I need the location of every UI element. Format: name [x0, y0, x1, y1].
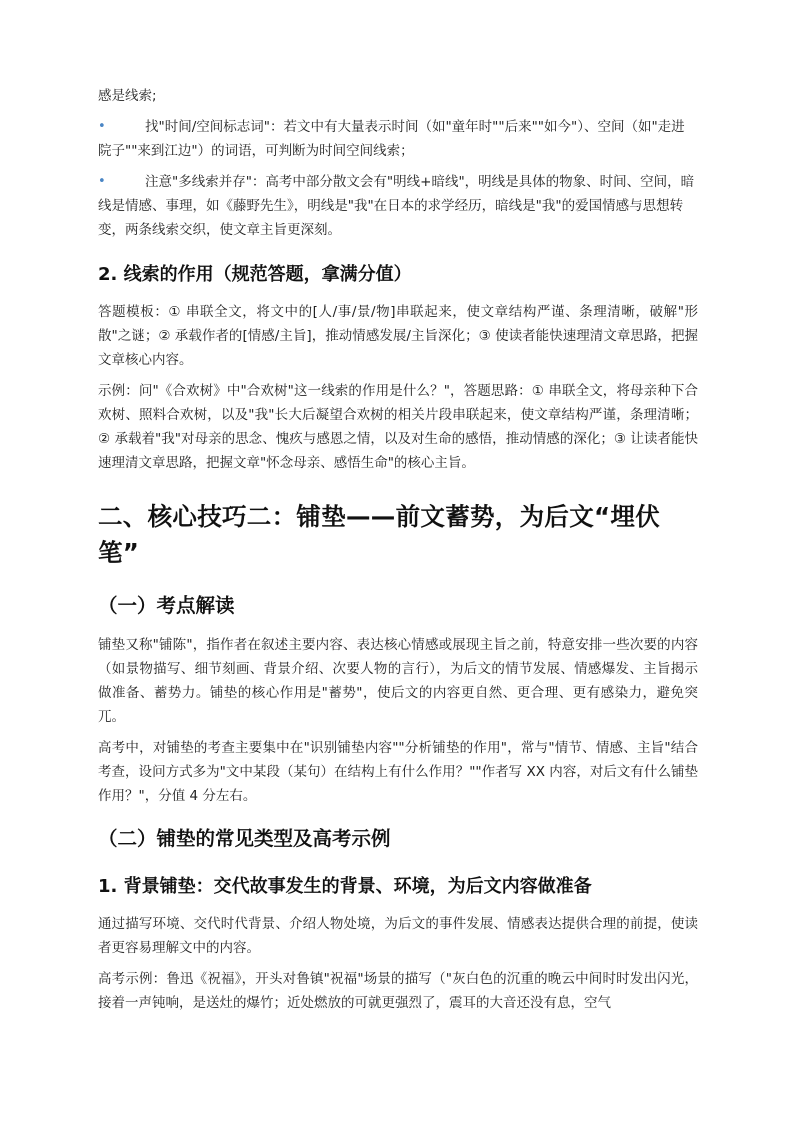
bullet-icon: • — [98, 119, 106, 134]
paragraph: 高考中，对铺垫的考查主要集中在"识别铺垫内容""分析铺垫的作用"，常与"情节、情感、主旨"结合考查，设问方式多为"文中某段（某句）在结构上有什么作用？""作者写 XX 内容，对后文有什么铺垫作用？"，分值 4 分左右。 — [98, 740, 698, 804]
paragraph: 高考示例：鲁迅《祝福》，开头对鲁镇"祝福"场景的描写（"灰白色的沉重的晚云中间时时发出闪光，接着一声钝响，是送灶的爆竹；近处燃放的可就更强烈了，震耳的大音还没有息，空气 — [98, 971, 698, 1011]
paragraph: 铺垫又称"铺陈"，指作者在叙述主要内容、表达核心情感或展现主旨之前，特意安排一些次要的内容（如景物描写、细节刻画、背景介绍、次要人物的言行），为后文的情节发展、情感爆发、主旨揭示做准备、蓄势力。铺垫的核心作用是"蓄势"，使后文的内容更自然、更合理、更有感染力，避免突兀。 — [98, 637, 698, 725]
chapter-heading: 二、核心技巧二：铺垫——前文蓄势，为后文“埋伏笔” — [98, 502, 660, 567]
paragraph: 感是线索; — [98, 88, 157, 104]
paragraph: 答题模板：① 串联全文，将文中的[人/事/景/物]串联起来，使文章结构严谨、条理清晰，破解"形散"之谜；② 承载作者的[情感/主旨]，推动情感发展/主旨深化；③ 使读者能快速理清文章思路，把握文章核心内容。 — [98, 304, 698, 368]
section-heading: 1. 背景铺垫：交代故事发生的背景、环境，为后文内容做准备 — [98, 876, 592, 897]
list-item-text: 找"时间/空间标志词"：若文中有大量表示时间（如"童年时""后来""如今"）、空间（如"走进院子""来到江边"）的词语，可判断为时间空间线索； — [98, 119, 685, 159]
bullet-icon: • — [98, 174, 106, 189]
list-item-text: 注意"多线索并存"：高考中部分散文会有"明线+暗线"，明线是具体的物象、时间、空间，暗线是情感、事理，如《藤野先生》，明线是"我"在日本的求学经历，暗线是"我"的爱国情感与思想转变，两条线索交织，使文章主旨更深刻。 — [98, 174, 695, 238]
paragraph: 示例：问"《合欢树》中"合欢树"这一线索的作用是什么？"，答题思路：① 串联全文，将母亲种下合欢树、照料合欢树，以及"我"长大后凝望合欢树的相关片段串联起来，使文章结构严谨，条理清晰；② 承载着"我"对母亲的思念、愧疚与感恩之情，以及对生命的感悟，推动情感的深化；③ 让读者能快速理清文章思路，把握文章"怀念母亲、感悟生命"的核心主旨。 — [98, 383, 698, 471]
list-item — [98, 115, 698, 163]
section-heading: 2. 线索的作用（规范答题，拿满分值） — [98, 264, 412, 285]
list-item — [98, 170, 698, 242]
document-body — [98, 84, 698, 1022]
subsection-heading: （二）铺垫的常见类型及高考示例 — [98, 827, 391, 850]
subsection-heading: （一）考点解读 — [98, 594, 235, 617]
paragraph: 通过描写环境、交代时代背景、介绍人物处境，为后文的事件发展、情感表达提供合理的前提，使读者更容易理解文中的内容。 — [98, 916, 698, 956]
